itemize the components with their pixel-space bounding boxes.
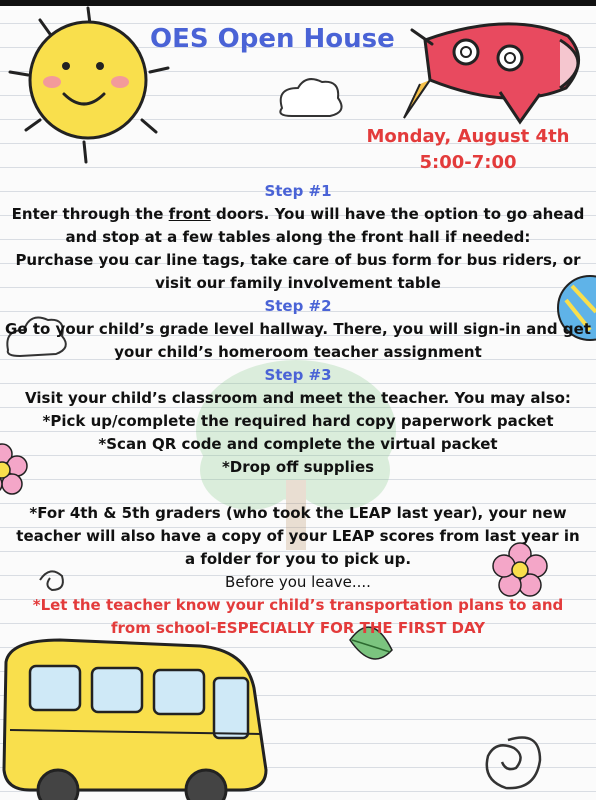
before-you-leave: Before you leave.... [225,573,371,591]
step-1-heading: Step #1 [264,182,332,200]
school-bus-icon [4,640,266,800]
leap-note-line: a folder for you to pick up. [184,550,412,568]
step-2-line: your child’s homeroom teacher assignment [114,343,482,361]
step-3-line: Visit your child’s classroom and meet the teacher. You may also: [25,389,571,407]
step-3-line: *Pick up/complete the required hard copy paperwork packet [42,412,554,430]
cloud-icon [280,79,341,116]
reminder-line: from school-ESPECIALLY FOR THE FIRST DAY [110,619,486,637]
event-time: 5:00-7:00 [419,152,517,173]
event-date-block [348,124,588,176]
step-1-line: and stop at a few tables along the front hall if needed: [65,228,531,246]
front-emphasis: front [168,205,211,223]
leap-note-line: teacher will also have a copy of your LEAP scores from last year in [16,527,580,545]
spacer [0,479,596,502]
step-3-line: *Drop off supplies [221,458,375,476]
sun-icon [10,8,168,162]
event-date: Monday, August 4th [366,126,570,147]
step-1-line: visit our family involvement table [155,274,441,292]
instructions [0,180,596,640]
step-1-line: Enter through the front doors. You will have the option to go ahead [11,205,585,223]
leap-note-line: *For 4th & 5th graders (who took the LEAP last year), your new [29,504,567,522]
step-3-heading: Step #3 [264,366,332,384]
page-title: OES Open House [150,24,395,54]
reminder-line: *Let the teacher know your child’s transportation plans to and [32,596,564,614]
step-3-line: *Scan QR code and complete the virtual packet [98,435,498,453]
step-2-heading: Step #2 [264,297,332,315]
step-2-line: Go to your child’s grade level hallway. There, you will sign-in and get [5,320,591,338]
swirl-icon [487,738,540,789]
step-1-line: Purchase you car line tags, take care of bus form for bus riders, or [15,251,581,269]
